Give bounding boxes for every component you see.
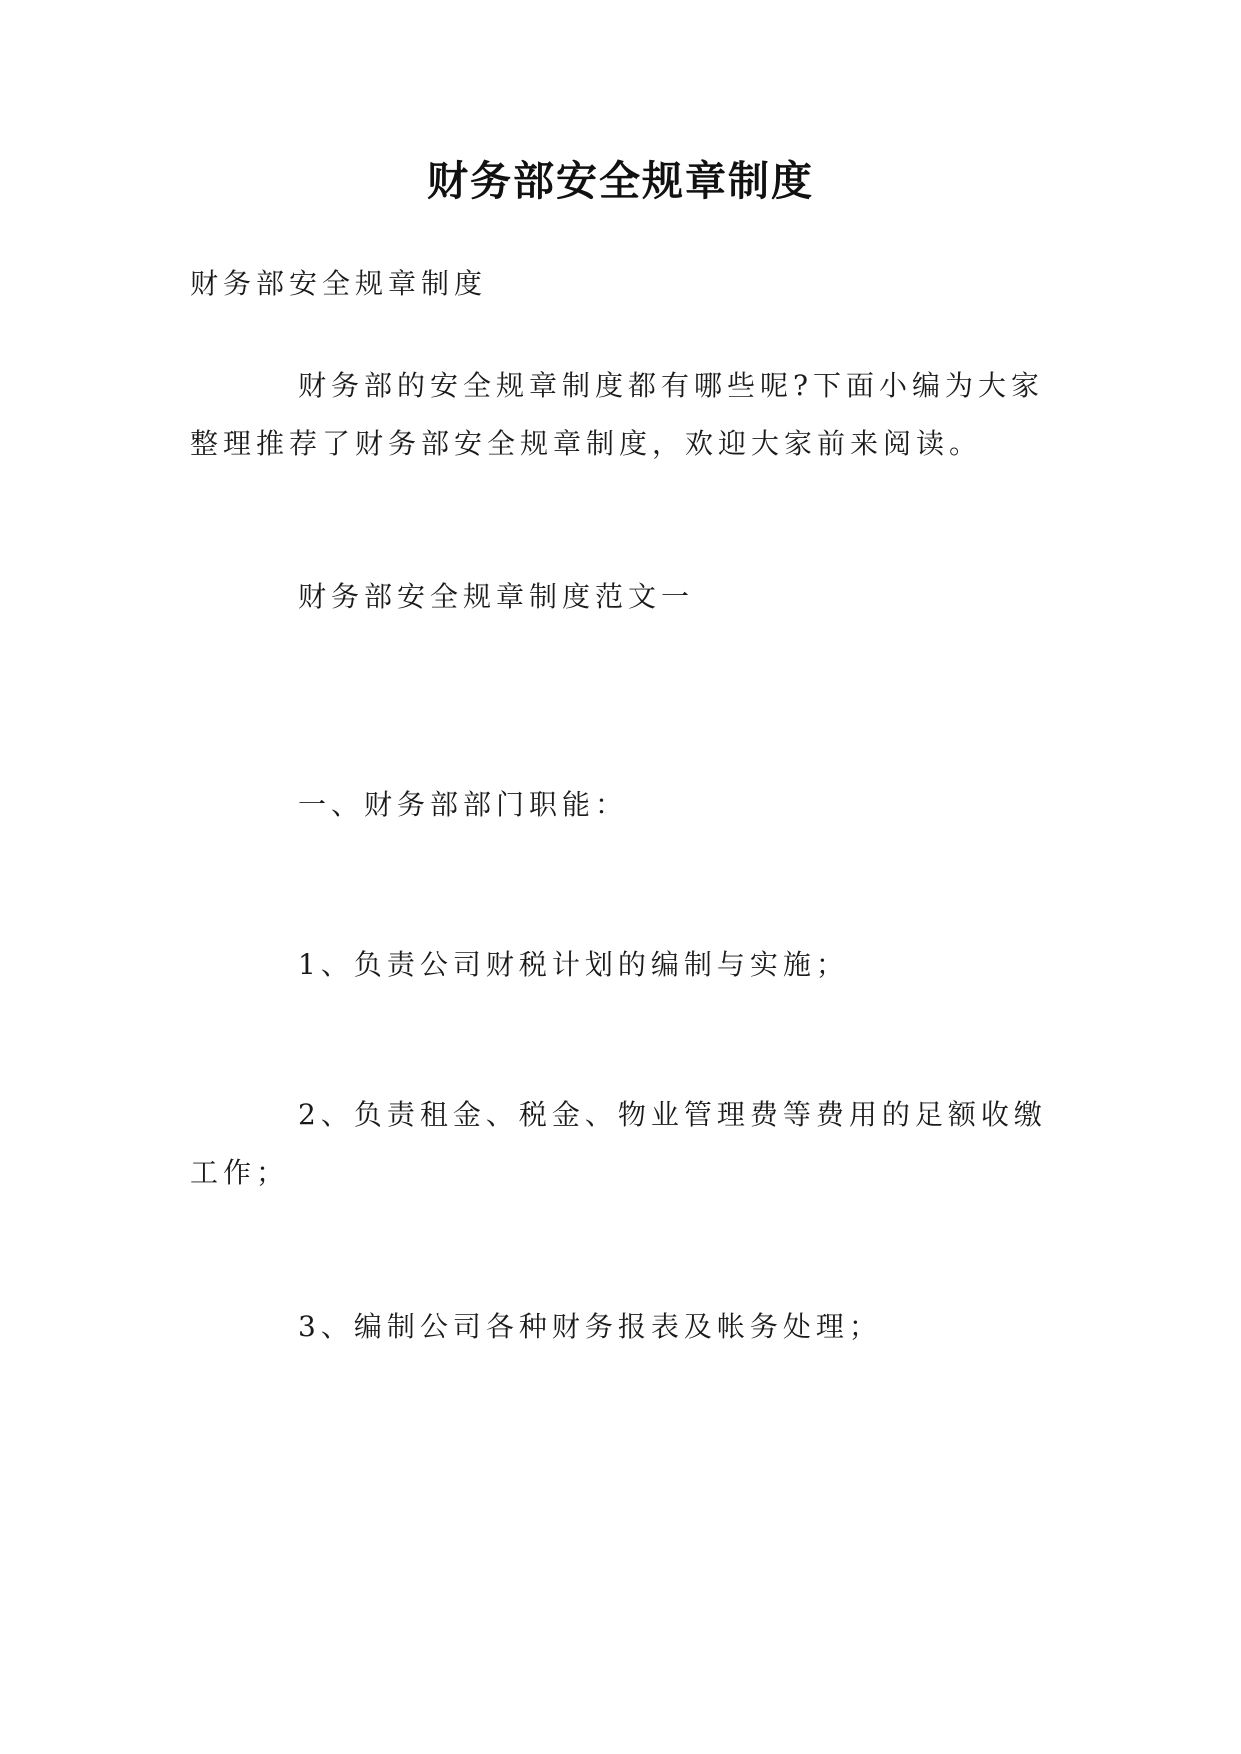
document-title: 财务部安全规章制度 <box>427 157 814 205</box>
document-subtitle: 财务部安全规章制度 <box>190 267 488 300</box>
part-heading: 一、财务部部门职能： <box>298 788 629 821</box>
intro-paragraph <box>190 357 1060 473</box>
list-item-3: 3、编制公司各种财务报表及帐务处理； <box>298 1310 882 1343</box>
section-heading: 财务部安全规章制度范文一 <box>298 580 695 613</box>
list-item-2-line-1: 2、负责租金、税金、物业管理费等费用的足额收缴 <box>298 1098 1047 1131</box>
intro-line-1: 财务部的安全规章制度都有哪些呢?下面小编为大家 <box>298 369 1045 402</box>
list-item-2 <box>190 1086 1060 1202</box>
list-item-2-line-2: 工作； <box>190 1156 290 1189</box>
list-item-1: 1、负责公司财税计划的编制与实施； <box>298 948 849 981</box>
intro-line-2: 整理推荐了财务部安全规章制度，欢迎大家前来阅读。 <box>190 427 983 460</box>
